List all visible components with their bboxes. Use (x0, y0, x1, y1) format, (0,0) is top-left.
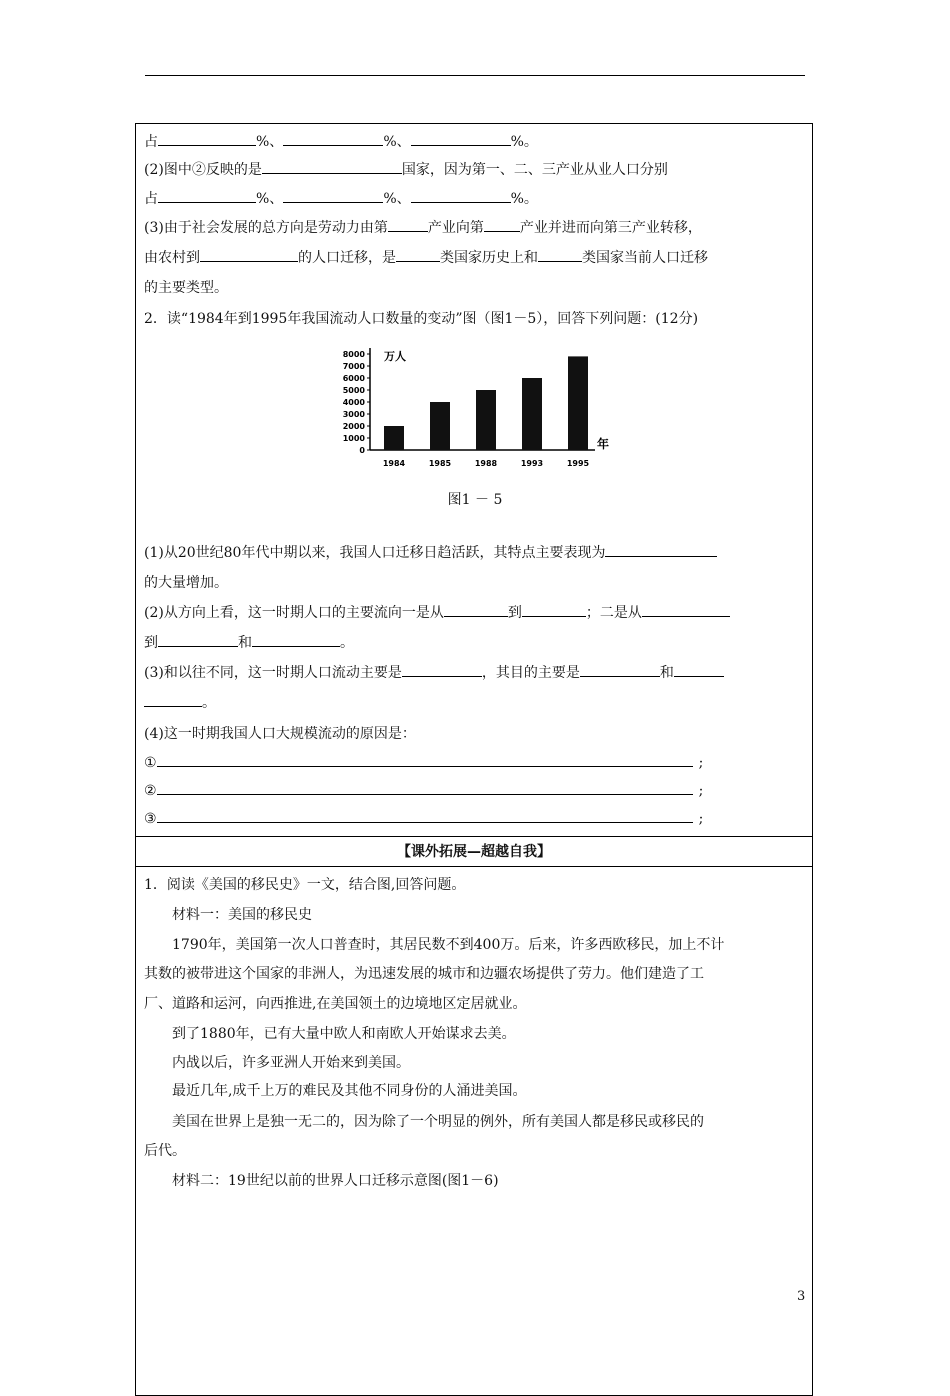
question-3-line-b: 由农村到 的人口迁移，是 类国家历史上和 类国家当前人口迁移 (144, 247, 708, 267)
bar (568, 356, 588, 450)
y-tick-label: 1000 (342, 434, 365, 443)
worksheet-table (135, 123, 813, 1396)
bar-chart-svg (322, 342, 622, 472)
section-title: 【课外拓展—超越自我】 (136, 836, 812, 866)
x-tick-label: 1995 (566, 459, 590, 468)
question-2-main: 2．读“1984年到1995年我国流动人口数量的变动”图（图1－5），回答下列问题：(12分) (144, 311, 699, 327)
migrant-population-chart (322, 342, 622, 476)
extension-cell (136, 866, 812, 1395)
x-tick-label: 1984 (382, 459, 406, 468)
x-axis-label: 年 (597, 437, 610, 451)
paragraph-1-a: 1790年，美国第一次人口普查时，其居民数不到400万。后来，许多西欧移民，加上不计 (172, 937, 725, 953)
y-tick-label: 7000 (342, 362, 365, 371)
line-1: 占 %、 %、 %。 (144, 131, 538, 151)
line-3: 占 %、 %、 %。 (144, 188, 538, 208)
reading-question-1: 1．阅读《美国的移民史》一文，结合图,回答问题。 (144, 877, 466, 893)
paragraph-1-c: 厂、道路和运河，向西推进,在美国领土的边境地区定居就业。 (144, 996, 527, 1012)
bar (430, 402, 450, 450)
reason-1-line: ① ; (144, 752, 703, 771)
sub-question-1-b: 的大量增加。 (144, 575, 228, 591)
sub-question-4: (4)这一时期我国人口大规模流动的原因是： (144, 726, 416, 742)
paragraph-4: 最近几年,成千上万的难民及其他不同身份的人涌进美国。 (172, 1083, 527, 1099)
bar (522, 378, 542, 450)
paragraph-5-a: 美国在世界上是独一无二的，因为除了一个明显的例外，所有美国人都是移民或移民的 (172, 1114, 704, 1130)
paragraph-5-b: 后代。 (144, 1143, 186, 1159)
question-2-line: (2)图中②反映的是 国家，因为第一、二、三产业从业人口分别 (144, 159, 668, 179)
y-tick-label: 2000 (342, 422, 365, 431)
y-tick-label: 6000 (342, 374, 365, 383)
sub-question-3-a: (3)和以往不同，这一时期人口流动主要是 ，其目的主要是 和 (144, 662, 724, 682)
bar (476, 390, 496, 450)
material-1-title: 材料一：美国的移民史 (172, 907, 312, 923)
paragraph-3: 内战以后，许多亚洲人开始来到美国。 (172, 1055, 410, 1071)
y-tick-label: 4000 (342, 398, 365, 407)
y-tick-label: 0 (359, 446, 365, 455)
reason-2-line: ② ; (144, 780, 703, 799)
sub-question-2-a: (2)从方向上看，这一时期人口的主要流向一是从 到 ；二是从 (144, 602, 730, 622)
x-tick-label: 1993 (520, 459, 544, 468)
material-2-title: 材料二：19世纪以前的世界人口迁移示意图(图1－6) (172, 1173, 499, 1189)
sub-question-3-b: 。 (144, 692, 216, 712)
y-tick-label: 3000 (342, 410, 365, 419)
question-3-line-c: 的主要类型。 (144, 280, 228, 296)
y-tick-label: 8000 (342, 350, 365, 359)
x-tick-label: 1988 (474, 459, 498, 468)
y-tick-label: 5000 (342, 386, 365, 395)
exercise-cell (136, 124, 812, 836)
paragraph-2: 到了1880年，已有大量中欧人和南欧人开始谋求去美。 (172, 1026, 516, 1042)
reason-3-line: ③ ; (144, 808, 703, 827)
bar (384, 426, 404, 450)
sub-question-2-b: 到 和 。 (144, 632, 354, 652)
paragraph-1-b: 其数的被带进这个国家的非洲人，为迅速发展的城市和边疆农场提供了劳力。他们建造了工 (144, 966, 704, 982)
question-3-line-a: (3)由于社会发展的总方向是劳动力由第 产业向第 产业并进而向第三产业转移， (144, 217, 702, 237)
header-rule (145, 75, 805, 76)
x-tick-label: 1985 (428, 459, 452, 468)
figure-caption: 图1 － 5 (447, 492, 503, 508)
y-axis-label: 万人 (384, 350, 406, 363)
sub-question-1-a: (1)从20世纪80年代中期以来，我国人口迁移日趋活跃，其特点主要表现为 (144, 542, 717, 562)
page-number: 3 (797, 1289, 806, 1304)
